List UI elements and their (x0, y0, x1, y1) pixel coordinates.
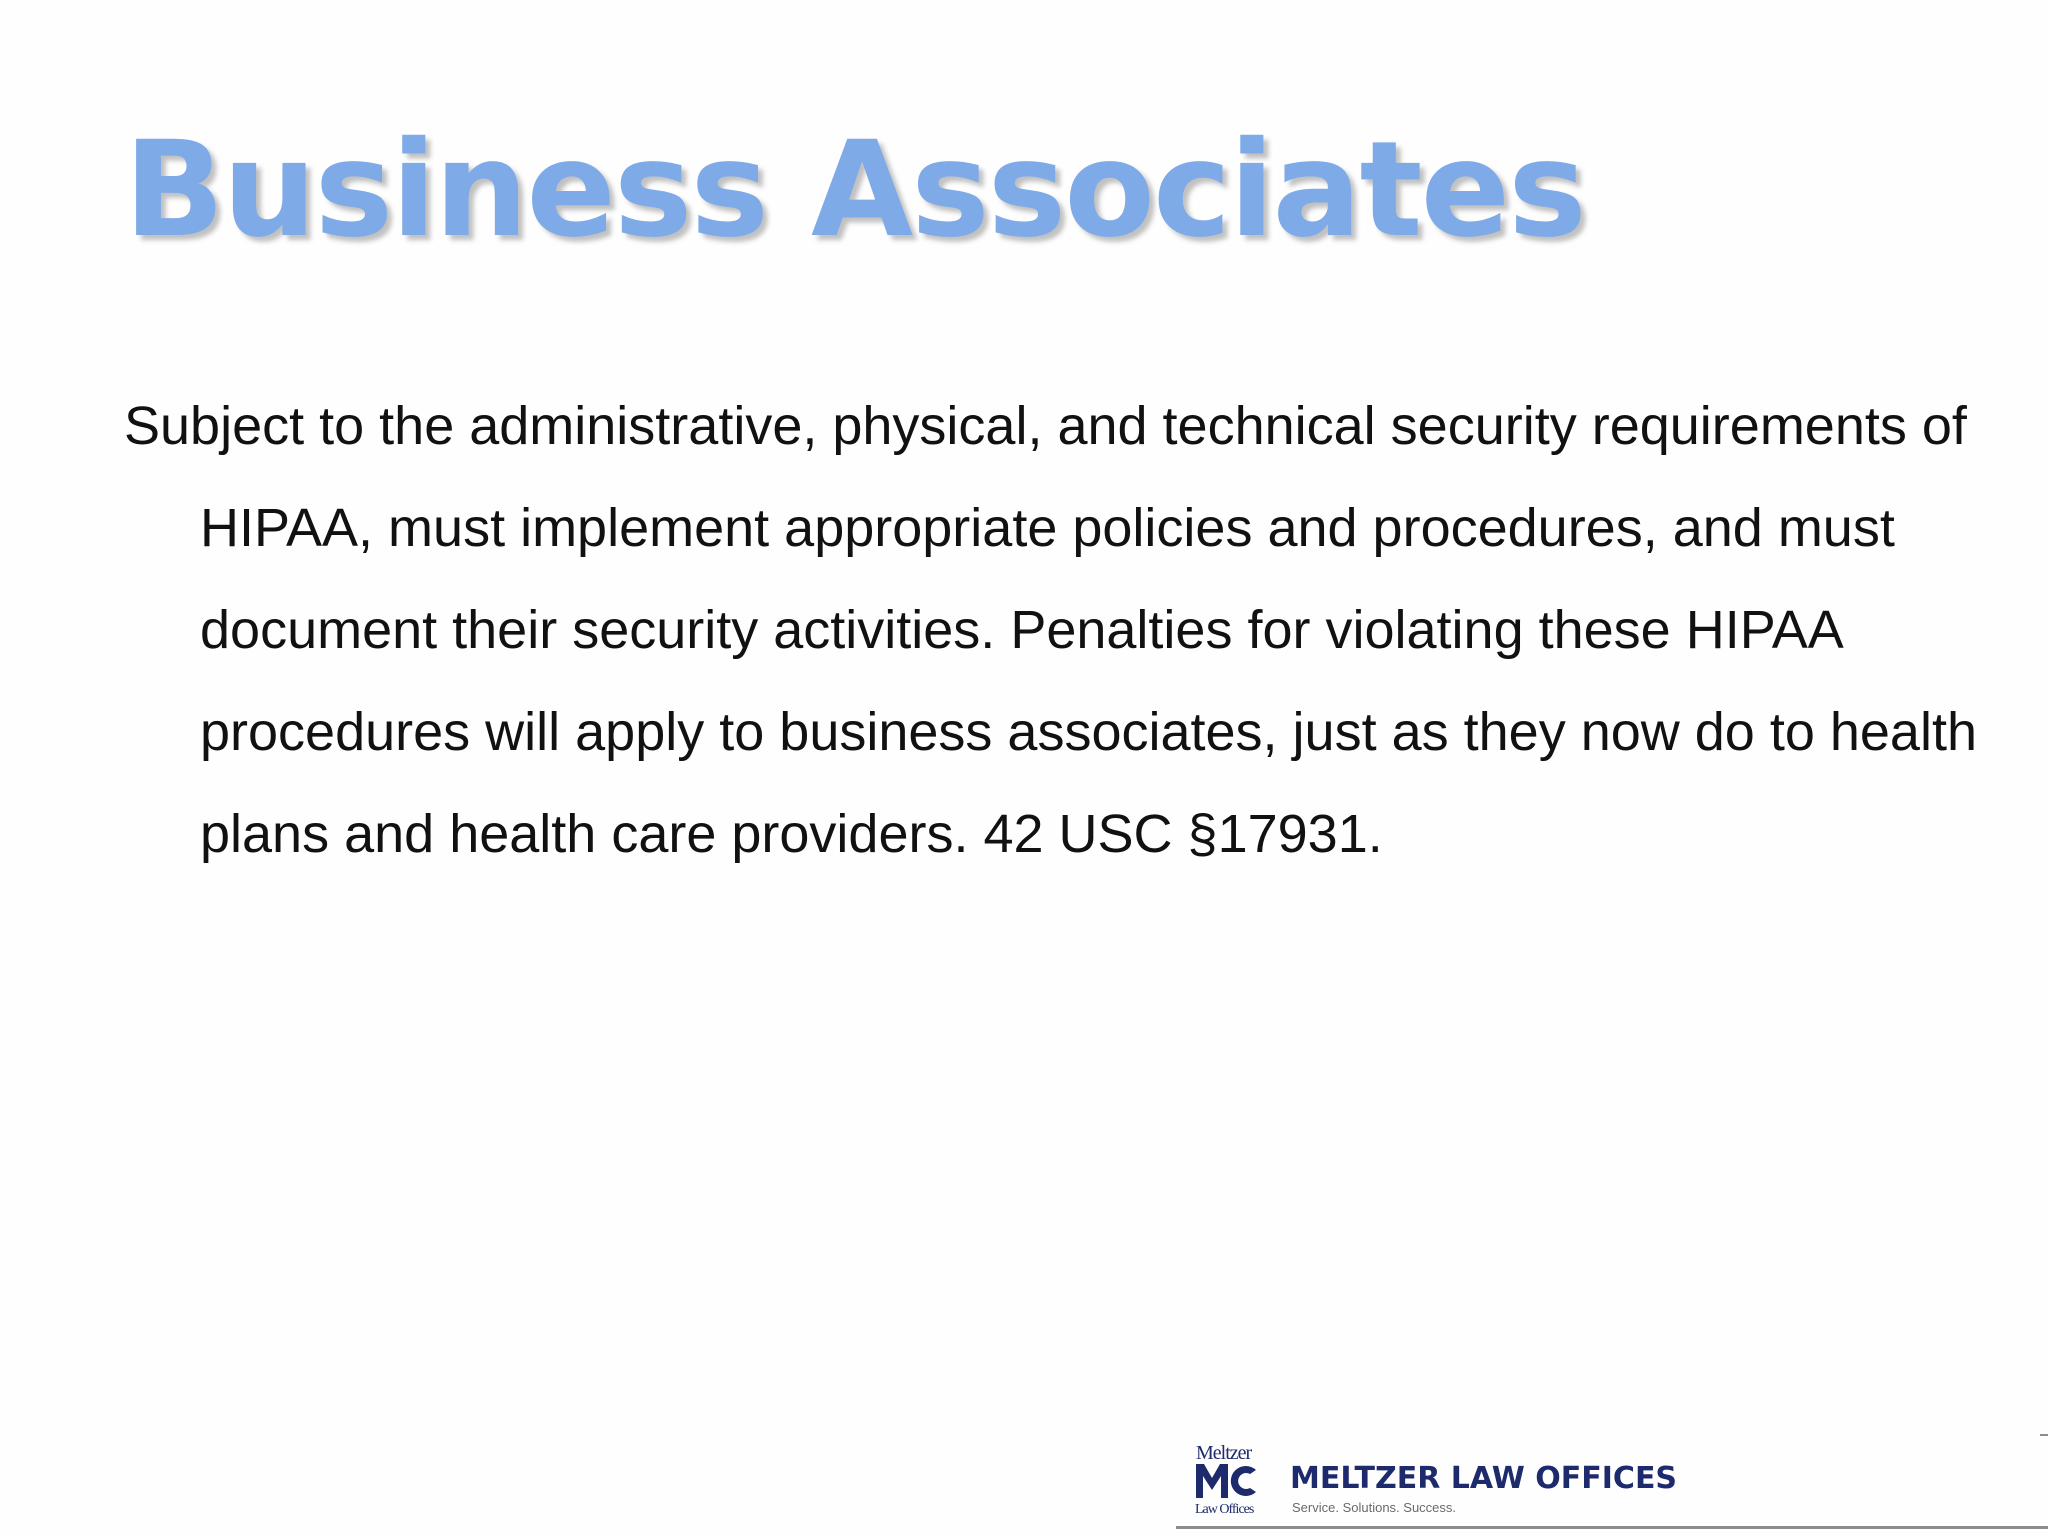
footer-divider (1176, 1526, 2048, 1529)
slide-title: Business Associates (124, 113, 1585, 267)
logo-script-top: Meltzer (1196, 1442, 1252, 1464)
slide-body-text: Subject to the administrative, physical, and technical security requirements of HIPAA, must implement appropriate policies and procedures, and must document their security activities. Penalties for violating these HIPAA procedures will apply to business associates, just as they now do to health plans and health care providers. 42 USC §17931. (124, 396, 1977, 864)
firm-tagline: Service. Solutions. Success. (1292, 1500, 1457, 1515)
logo-mc-icon (1194, 1462, 1260, 1498)
edge-tick (2040, 1434, 2048, 1436)
logo-mark (1194, 1442, 1260, 1522)
firm-name: MELTZER LAW OFFICES (1290, 1461, 1678, 1496)
logo-script-bottom: Law Offices (1195, 1502, 1254, 1517)
firm-logo (1192, 1442, 1702, 1522)
